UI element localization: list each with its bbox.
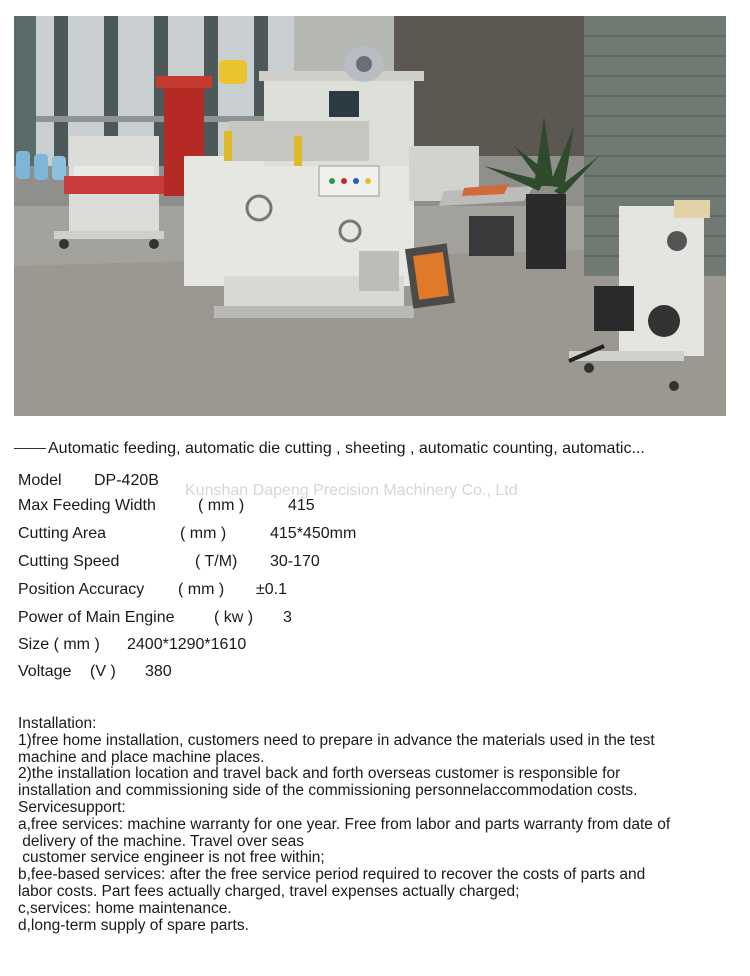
notes-line: a,free services: machine warranty for one year. Free from labor and parts warranty from date of: [18, 815, 671, 833]
spec-unit: ( mm ): [180, 525, 227, 542]
spec-label: Voltage: [18, 663, 72, 680]
spec-value: 415: [288, 497, 315, 514]
spec-label: Model: [18, 472, 62, 489]
notes-line: c,services: home maintenance.: [18, 899, 232, 917]
spec-value: 2400*1290*1610: [127, 636, 247, 653]
spec-value: 380: [145, 663, 172, 680]
spec-unit: ( mm ): [178, 581, 225, 598]
spec-unit: ( T/M): [195, 553, 238, 570]
spec-unit: ( mm ): [198, 497, 245, 514]
notes-line: customer service engineer is not free within;: [18, 849, 325, 867]
spec-value: 415*450mm: [270, 525, 357, 542]
spec-label: Power of Main Engine: [18, 609, 175, 626]
spec-value: 3: [283, 609, 292, 626]
spec-unit: (V ): [90, 663, 116, 680]
product-tagline: [14, 440, 734, 458]
company-watermark: Kunshan Dapeng Precision Machinery Co., Ltd: [185, 482, 518, 499]
notes-line: installation and commissioning side of the commissioning personnelaccommodation costs.: [18, 782, 638, 800]
notes-line: d,long-term supply of spare parts.: [18, 916, 249, 934]
machine-illustration: [14, 16, 726, 416]
notes-heading-service: Servicesupport:: [18, 798, 126, 816]
notes-heading-installation: Installation:: [18, 715, 97, 732]
notes-line: b,fee-based services: after the free service period required to recover the costs of parts and: [18, 866, 646, 884]
spec-label: Position Accuracy: [18, 581, 145, 598]
notes-line: machine and place machine places.: [18, 748, 265, 766]
spec-label: Cutting Speed: [18, 553, 120, 570]
tagline-dash: [14, 448, 46, 449]
spec-value: ±0.1: [256, 581, 288, 598]
spec-label: Cutting Area: [18, 525, 107, 542]
spec-label: Max Feeding Width: [18, 497, 156, 514]
spec-unit: ( kw ): [214, 609, 254, 626]
notes-line: 1)free home installation, customers need to prepare in advance the materials used in the test: [18, 731, 655, 749]
spec-value: 30-170: [270, 553, 320, 570]
spec-label: Size ( mm ): [18, 636, 100, 653]
tagline-text: Automatic feeding, automatic die cutting , sheeting , automatic counting, automatic...: [48, 440, 645, 457]
installation-service-notes: [18, 716, 733, 934]
notes-line: delivery of the machine. Travel over seas: [18, 832, 305, 850]
spec-value: DP-420B: [94, 472, 159, 489]
notes-line: 2)the installation location and travel back and forth overseas customer is responsible for: [18, 765, 621, 783]
product-photo: [14, 16, 726, 416]
notes-line: labor costs. Part fees actually charged, travel expenses actually charged;: [18, 882, 520, 900]
